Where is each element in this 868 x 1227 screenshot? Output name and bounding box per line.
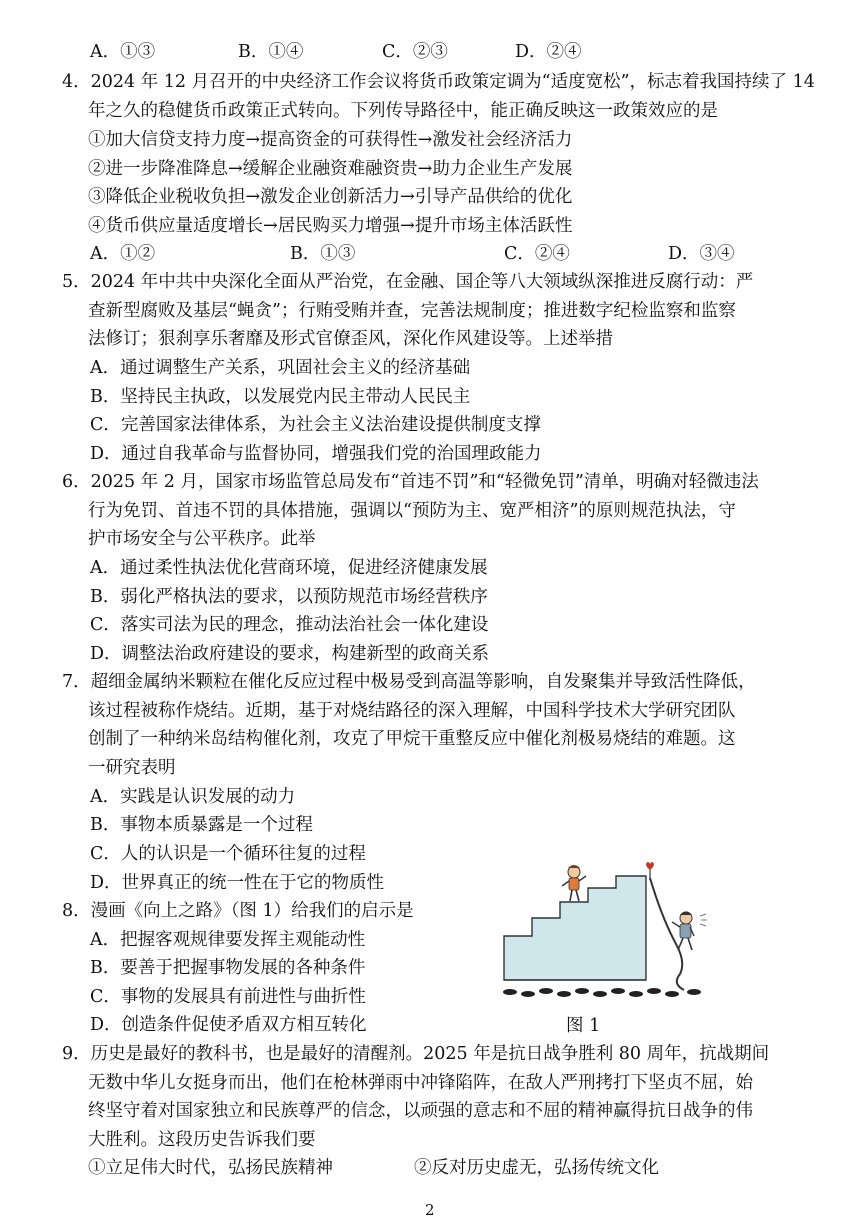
q5-stem-line-2: 查新型腐败及基层“蝇贪”；行贿受贿并查，完善法规制度；推进数字纪检监察和监察 bbox=[88, 301, 736, 321]
q4-item-4: ④货币供应量适度增长→居民购买力增强→提升市场主体活跃性 bbox=[88, 216, 573, 236]
q5-option-c: C．完善国家法律体系，为社会主义法治建设提供制度支撑 bbox=[90, 415, 541, 435]
q6-stem-line-3: 护市场安全与公平秩序。此举 bbox=[88, 529, 316, 549]
q3-option-a: A．①③ bbox=[90, 42, 156, 62]
q7-stem-line-4: 一研究表明 bbox=[88, 758, 176, 778]
q4-option-b: B．①③ bbox=[290, 244, 356, 264]
q4-item-3: ③降低企业税收负担→激发企业创新活力→引导产品供给的优化 bbox=[88, 187, 573, 207]
q8-option-c: C．事物的发展具有前进性与曲折性 bbox=[90, 987, 366, 1007]
q3-option-c: C．②③ bbox=[382, 42, 448, 62]
q7-option-a: A．实践是认识发展的动力 bbox=[90, 787, 296, 807]
q8-option-b: B．要善于把握事物发展的各种条件 bbox=[90, 958, 366, 978]
q7-stem-line-1: 7．超细金属纳米颗粒在催化反应过程中极易受到高温等影响，自发聚集并导致活性降低， bbox=[62, 672, 756, 692]
q5-option-b: B．坚持民主执政，以发展党内民主带动人民民主 bbox=[90, 387, 471, 407]
q7-option-c: C．人的认识是一个循环往复的过程 bbox=[90, 844, 366, 864]
q3-options-row bbox=[90, 38, 610, 66]
staircase-shape bbox=[504, 876, 646, 980]
figure-caption: 图 1 bbox=[566, 1016, 601, 1036]
q6-option-d: D．调整法治政府建设的要求，构建新型的政商关系 bbox=[90, 644, 490, 664]
q6-option-c: C．落实司法为民的理念，推动法治社会一体化建设 bbox=[90, 615, 489, 635]
ground-stones bbox=[503, 988, 701, 997]
q5-stem-line-1: 5．2024 年中共中央深化全面从严治党，在金融、国企等八大领域纵深推进反腐行动：严 bbox=[62, 272, 754, 292]
q9-stem-line-3: 终坚守着对国家独立和民族尊严的信念，以顽强的意志和不屈的精神赢得抗日战争的伟 bbox=[88, 1101, 753, 1121]
q7-option-d: D．世界真正的统一性在于它的物质性 bbox=[90, 873, 385, 893]
q9-items-row bbox=[88, 1154, 728, 1182]
q6-option-b: B．弱化严格执法的要求，以预防规范市场经营秩序 bbox=[90, 587, 488, 607]
q5-option-d: D．通过自我革命与监督协同，增强我们党的治国理政能力 bbox=[90, 444, 542, 464]
standing-boy-figure bbox=[562, 865, 586, 901]
q4-item-1: ①加大信贷支持力度→提高资金的可获得性→激发社会经济活力 bbox=[88, 130, 573, 150]
q9-stem-line-2: 无数中华儿女挺身而出，他们在枪林弹雨中冲锋陷阵，在敌人严刑拷打下坚贞不屈，始 bbox=[88, 1073, 753, 1093]
stairs-cartoon-illustration bbox=[490, 858, 720, 1000]
q9-stem-line-1: 9．历史是最好的教科书，也是最好的清醒剂。2025 年是抗日战争胜利 80 周年，抗战期间 bbox=[62, 1044, 770, 1064]
q6-stem-line-2: 行为免罚、首违不罚的具体措施，强调以“预防为主、宽严相济”的原则规范执法，守 bbox=[88, 501, 736, 521]
q9-stem-line-4: 大胜利。这段历史告诉我们要 bbox=[88, 1130, 316, 1150]
q3-option-b: B．①④ bbox=[238, 42, 304, 62]
q7-stem-line-3: 创制了一种纳米岛结构催化剂，攻克了甲烷干重整反应中催化剂极易烧结的难题。这 bbox=[88, 729, 736, 749]
cartoon-figure bbox=[490, 858, 720, 1000]
q9-item-1: ①立足伟大时代，弘扬民族精神 bbox=[88, 1158, 333, 1178]
q5-stem-line-3: 法修订；狠刹享乐奢靡及形式官僚歪风，深化作风建设等。上述举措 bbox=[88, 329, 613, 349]
q7-stem-line-2: 该过程被称作烧结。近期，基于对烧结路径的深入理解，中国科学技术大学研究团队 bbox=[88, 701, 736, 721]
q8-option-a: A．把握客观规律要发挥主观能动性 bbox=[90, 930, 366, 950]
q4-stem-line-1: 4．2024 年 12 月召开的中央经济工作会议将货币政策定调为“适度宽松”，标志着我国持续了 14 bbox=[62, 72, 815, 92]
heart-icon bbox=[646, 862, 654, 870]
q3-option-d: D．②④ bbox=[515, 42, 582, 62]
q6-stem-line-1: 6．2025 年 2 月，国家市场监管总局发布“首违不罚”和“轻微免罚”清单，明确对轻微违法 bbox=[62, 472, 759, 492]
q8-stem: 8．漫画《向上之路》（图 1）给我们的启示是 bbox=[62, 901, 414, 921]
q7-option-b: B．事物本质暴露是一个过程 bbox=[90, 815, 313, 835]
q4-item-2: ②进一步降准降息→缓解企业融资难融资贵→助力企业生产发展 bbox=[88, 159, 573, 179]
q8-option-d: D．创造条件促使矛盾双方相互转化 bbox=[90, 1015, 367, 1035]
rope-line bbox=[650, 878, 684, 990]
q9-item-2: ②反对历史虚无，弘扬传统文化 bbox=[414, 1158, 659, 1178]
q4-stem-line-2: 年之久的稳健货币政策正式转向。下列传导路径中，能正确反映这一政策效应的是 bbox=[88, 101, 718, 121]
q4-option-c: C．②④ bbox=[504, 244, 570, 264]
q4-option-a: A．①② bbox=[90, 244, 156, 264]
q4-options-row bbox=[90, 240, 770, 268]
q4-option-d: D．③④ bbox=[668, 244, 735, 264]
q5-option-a: A．通过调整生产关系，巩固社会主义的经济基础 bbox=[90, 358, 471, 378]
page-number: 2 bbox=[425, 1201, 435, 1219]
q6-option-a: A．通过柔性执法优化营商环境，促进经济健康发展 bbox=[90, 558, 488, 578]
